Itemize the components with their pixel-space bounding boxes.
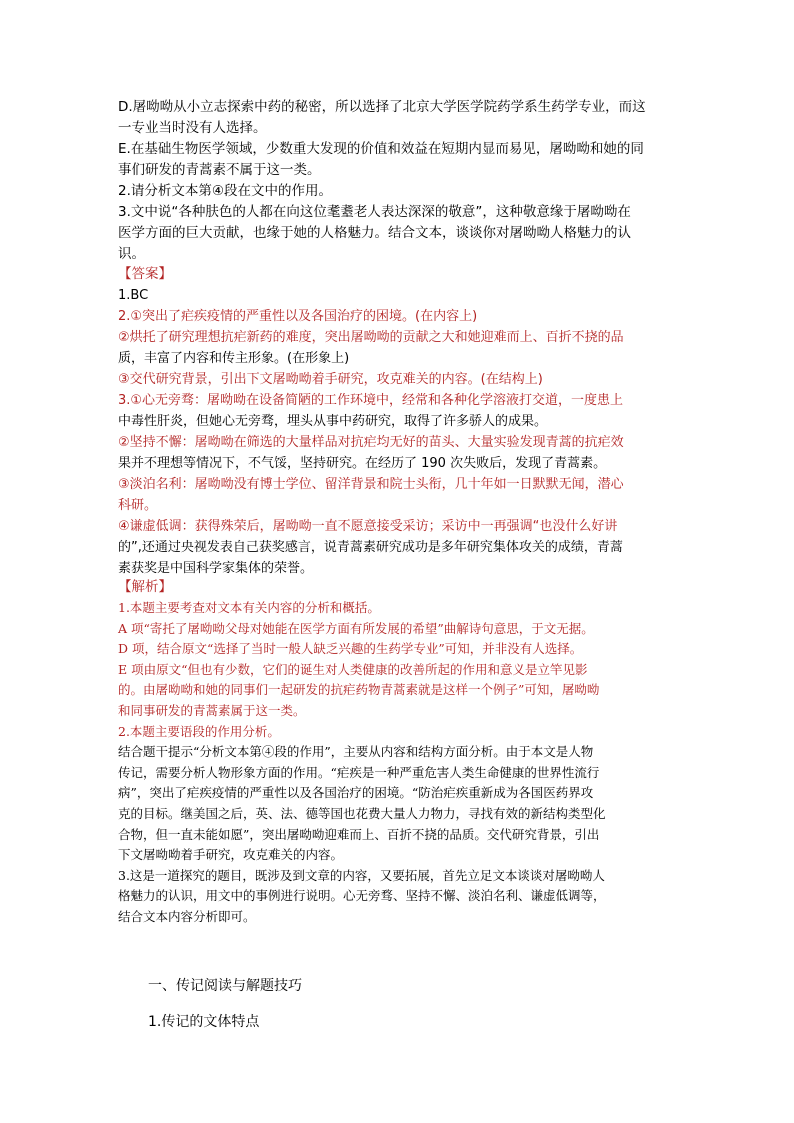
- answer-line: 中毒性肝炎，但她心无旁骛，埋头从事中药研究，取得了许多骄人的成果。: [118, 414, 548, 429]
- analysis-line: 下文屠呦呦着手研究，攻克难关的内容。: [118, 847, 344, 863]
- answer-line: 素获奖是中国科学家集体的荣誉。: [118, 561, 314, 576]
- answer-line: ②烘托了研究理想抗疟新药的难度，突出屠呦呦的贡献之大和她迎难而上、百折不挠的品: [118, 330, 624, 345]
- analysis-line: 和同事研发的青蒿素属于这一类。: [118, 702, 306, 718]
- analysis-section: [118, 598, 678, 928]
- analysis-line: 1.本题主要考查对文本有关内容的分析和概括。: [118, 600, 380, 615]
- question-line: 识。: [118, 246, 145, 262]
- analysis-line: E 项由原文“但也有少数，它们的诞生对人类健康的改善所起的作用和意义是立竿见影: [118, 661, 588, 677]
- section-title: 一、传记阅读与解题技巧: [148, 978, 302, 994]
- answer-heading: 【答案】: [118, 266, 172, 282]
- analysis-line: A 项“寄托了屠呦呦父母对她能在医学方面有所发展的希望”曲解诗句意思，于文无据。: [118, 620, 594, 636]
- answer-line: ②坚持不懈：屠呦呦在筛选的大量样品对抗疟均无好的苗头、大量实验发现青蒿的抗疟效: [118, 435, 624, 450]
- answer-line: 2.①突出了疟疾疫情的严重性以及各国治疗的困境。(在内容上): [118, 309, 478, 324]
- analysis-line: 病”，突出了疟疾疫情的严重性以及各国治疗的困境。“防治疟疾重新成为各国医药界攻: [118, 785, 594, 801]
- analysis-line: 的。由屠呦呦和她的同事们一起研发的抗疟药物青蒿素就是这样一个例子”可知，屠呦呦: [118, 682, 600, 698]
- question-part: [118, 97, 678, 265]
- analysis-heading: 【解析】: [118, 579, 172, 595]
- analysis-line: 结合文本内容分析即可。: [118, 908, 256, 924]
- question-line: 医学方面的巨大贡献，也缘于她的人格魅力。结合文本，谈谈你对屠呦呦人格魅力的认: [118, 225, 631, 241]
- answer-line: 科研。: [118, 498, 158, 513]
- analysis-line: 合物，但一直未能如愿”，突出屠呦呦迎难而上、百折不挠的品质。交代研究背景，引出: [118, 826, 600, 842]
- answer-line: 3.①心无旁骛：屠呦呦在设备简陋的工作环境中，经常和各种化学溶液打交道，一度患上: [118, 393, 624, 408]
- answer-line: ③交代研究背景，引出下文屠呦呦着手研究，攻克难关的内容。(在结构上): [118, 372, 543, 387]
- question-line: 事们研发的青蒿素不属于这一类。: [118, 162, 321, 178]
- answer-section: [118, 285, 678, 579]
- analysis-line: 克的目标。继美国之后，英、法、德等国也花费大量人力物力，寻找有效的新结构类型化: [118, 805, 606, 821]
- question-line: 2.请分析文本第④段在文中的作用。: [118, 183, 332, 199]
- question-line: D.屠呦呦从小立志探索中药的秘密，所以选择了北京大学医学院药学系生药学专业，而这: [118, 99, 646, 115]
- analysis-line: 2.本题主要语段的作用分析。: [118, 723, 280, 739]
- subsection-title: 1.传记的文体特点: [148, 1014, 260, 1030]
- question-line: E.在基础生物医学领域，少数重大发现的价值和效益在短期内显而易见，屠呦呦和她的同: [118, 141, 644, 157]
- question-line: 3.文中说“各种肤色的人都在向这位耄耋老人表达深深的敬意”，这种敬意缘于屠呦呦在: [118, 204, 631, 220]
- answer-line: 质，丰富了内容和传主形象。(在形象上): [118, 351, 350, 366]
- analysis-line: 传记，需要分析人物形象方面的作用。“疟疾是一种严重危害人类生命健康的世界性流行: [118, 764, 600, 780]
- answer-line: 1.BC: [118, 288, 149, 303]
- question-line: 一专业当时没有人选择。: [118, 120, 267, 136]
- answer-line: ③淡泊名利：屠呦呦没有博士学位、留洋背景和院士头衔，几十年如一日默默无闻，潜心: [118, 477, 624, 492]
- analysis-line: 3.这是一道探究的题目，既涉及到文章的内容，又要拓展，首先立足文本谈谈对屠呦呦人: [118, 867, 605, 883]
- answer-line: 果并不理想等情况下，不气馁，坚持研究。在经历了 190 次失败后，发现了青蒿素。: [118, 456, 607, 471]
- answer-line: ④谦虚低调：获得殊荣后，屠呦呦一直不愿意接受采访；采访中一再强调“也没什么好讲: [118, 519, 618, 534]
- analysis-line: 格魅力的认识，用文中的事例进行说明。心无旁骛、坚持不懈、淡泊名利、谦虚低调等，: [118, 888, 606, 904]
- analysis-line: 结合题干提示“分析文本第④段的作用”，主要从内容和结构方面分析。由于本文是人物: [118, 744, 594, 760]
- answer-line: 的”,还通过央视发表自己获奖感言，说青蒿素研究成功是多年研究集体攻关的成绩，青蒿: [118, 540, 623, 555]
- analysis-line: D 项，结合原文“选择了当时一般人缺乏兴趣的生药学专业”可知，并非没有人选择。: [118, 641, 583, 657]
